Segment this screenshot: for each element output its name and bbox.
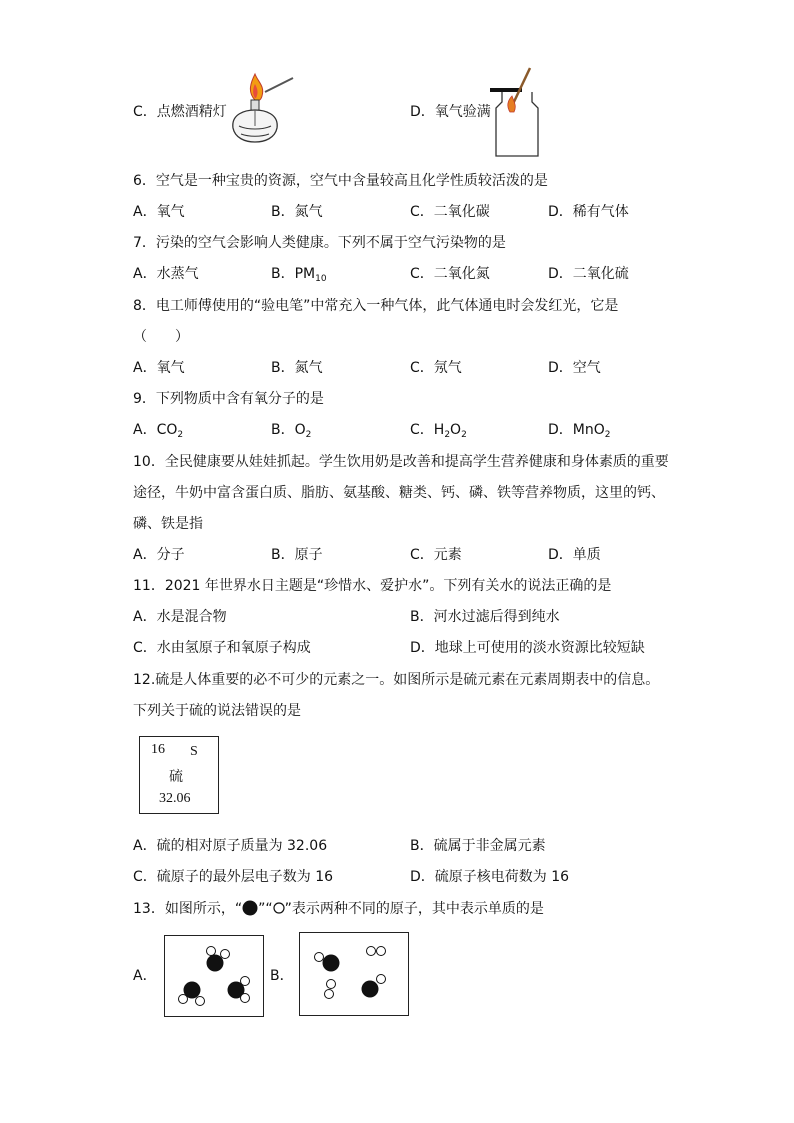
black-atom-icon [242,900,258,916]
element-symbol: S [190,744,198,759]
q6-option-a: A．氧气 [133,204,185,220]
q12-line2: 下列关于硫的说法错误的是 [133,703,301,719]
q13-diagram-b [299,932,409,1016]
q5-option-d: D．氧气验满 [410,104,491,120]
q6-option-c: C．二氧化碳 [410,204,490,220]
q9-stem: 9．下列物质中含有氧分子的是 [133,391,324,407]
molecule-diagram-a [165,936,265,1018]
q8-stem: 8．电工师傅使用的“验电笔”中常充入一种气体，此气体通电时会发红光，它是 [133,298,619,314]
white-atom-icon [273,902,285,914]
q9-option-c: C．$H_2O_2$ [410,422,467,440]
q12-option-c: C．硫原子的最外层电子数为 16 [133,869,334,885]
q9-option-b: B．$O_2$ [271,422,312,440]
q13-label-b: B． [270,968,294,984]
q12-option-d: D．硫原子核电荷数为 16 [410,869,570,885]
q13-label-a: A． [133,968,157,984]
element-card-sulfur [139,736,219,814]
q9-option-a: A．$CO_2$ [133,422,184,440]
q8-option-c: C．氖气 [410,360,462,376]
q11-option-b: B．河水过滤后得到纯水 [410,609,560,625]
q10-option-c: C．元素 [410,547,462,563]
q8-option-d: D．空气 [548,360,601,376]
q6-option-d: D．稀有气体 [548,204,629,220]
q12-option-a: A．硫的相对原子质量为 32.06 [133,838,328,854]
oxygen-bottle-icon [490,66,550,160]
q11-option-a: A．水是混合物 [133,609,227,625]
q8-option-a: A．氧气 [133,360,185,376]
q6-option-b: B．氮气 [271,204,323,220]
atomic-mass: 32.06 [159,791,191,806]
q7-stem: 7．污染的空气会影响人类健康。下列不属于空气污染物的是 [133,235,506,251]
q10-line2: 途径，牛奶中富含蛋白质、脂肪、氨基酸、糖类、钙、磷、铁等营养物质，这里的钙、 [133,485,665,501]
q5-option-c: C．点燃酒精灯 [133,104,227,120]
q10-option-b: B．原子 [271,547,323,563]
q11-stem: 11．2021 年世界水日主题是“珍惜水、爱护水”。下列有关水的说法正确的是 [133,578,612,594]
atomic-number: 16 [151,742,165,757]
q9-option-d: D．MnO$_2$ [548,422,611,440]
q7-option-a: A．水蒸气 [133,266,199,282]
q8-option-b: B．氮气 [271,360,323,376]
molecule-diagram-b [300,933,410,1017]
q11-option-c: C．水由氢原子和氧原子构成 [133,640,311,656]
q10-option-d: D．单质 [548,547,601,563]
q6-stem: 6．空气是一种宝贵的资源，空气中含量较高且化学性质较活泼的是 [133,173,548,189]
q11-option-d: D．地球上可使用的淡水资源比较短缺 [410,640,645,656]
q7-option-c: C．二氧化氮 [410,266,490,282]
alcohol-lamp-icon [225,70,297,150]
q10-line1: 10．全民健康要从娃娃抓起。学生饮用奶是改善和提高学生营养健康和身体素质的重要 [133,454,669,470]
q12-option-b: B．硫属于非金属元素 [410,838,546,854]
q8-blank: （ ） [133,329,189,345]
q12-line1: 12.硫是人体重要的必不可少的元素之一。如图所示是硫元素在元素周期表中的信息。 [133,672,660,688]
q10-option-a: A．分子 [133,547,185,563]
element-name: 硫 [169,769,183,785]
q7-option-d: D．二氧化硫 [548,266,629,282]
q13-stem: 13．如图所示，“ ”“ ”表示两种不同的原子，其中表示单质的是 [133,901,544,917]
q13-diagram-a [164,935,264,1017]
q10-line3: 磷、铁是指 [133,516,203,532]
q7-option-b: B．$PM_{10}$ [271,266,327,284]
